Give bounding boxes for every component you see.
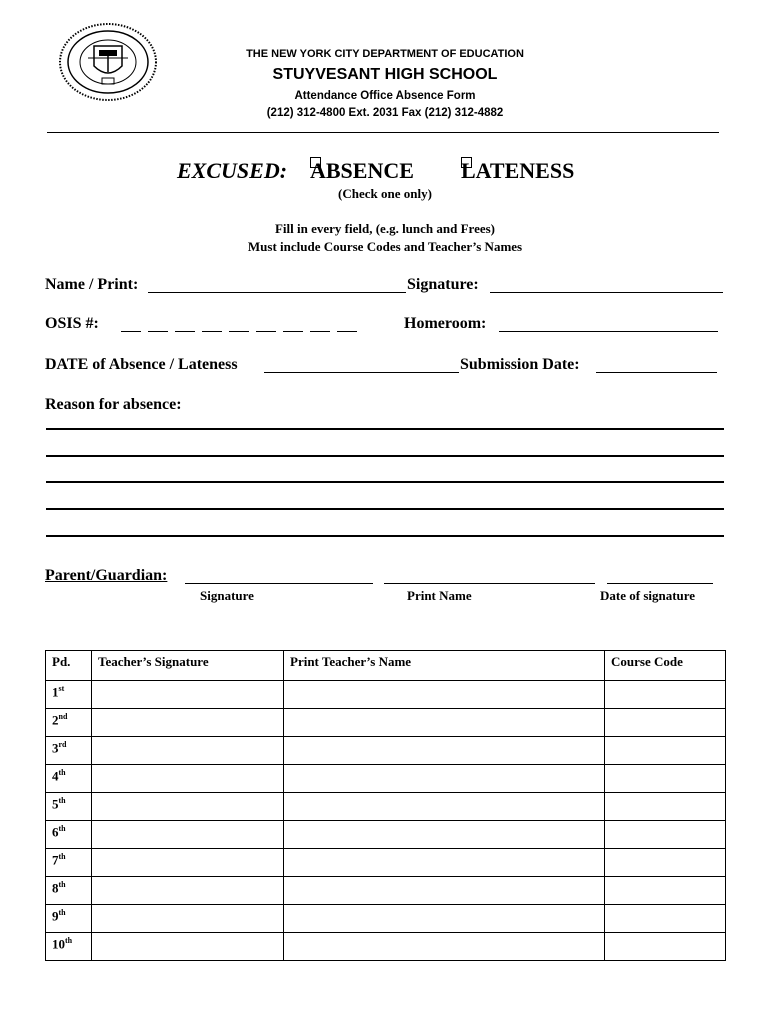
teacher-signature-cell[interactable] — [92, 933, 284, 961]
parent-guardian-label: Parent/Guardian: — [45, 567, 168, 584]
submission-date-label: Submission Date: — [460, 356, 580, 373]
course-code-cell[interactable] — [605, 849, 726, 877]
teacher-signature-cell[interactable] — [92, 877, 284, 905]
signature-field[interactable] — [490, 292, 723, 293]
period-cell: 1st — [46, 681, 92, 709]
parent-print-name-field[interactable] — [384, 583, 595, 584]
date-of-signature-caption: Date of signature — [600, 588, 696, 603]
homeroom-label: Homeroom: — [404, 315, 487, 332]
period-cell: 9th — [46, 905, 92, 933]
signature-label: Signature: — [407, 276, 479, 293]
period-cell: 7th — [46, 849, 92, 877]
teacher-signature-cell[interactable] — [92, 793, 284, 821]
homeroom-field[interactable] — [499, 331, 718, 332]
course-code-cell[interactable] — [605, 933, 726, 961]
teacher-signature-cell[interactable] — [92, 681, 284, 709]
signature-caption: Signature — [200, 588, 254, 603]
parent-date-field[interactable] — [607, 583, 713, 584]
table-row — [46, 709, 726, 737]
table-row — [46, 877, 726, 905]
reason-line[interactable] — [46, 455, 724, 457]
course-code-cell[interactable] — [605, 765, 726, 793]
course-code-cell[interactable] — [605, 793, 726, 821]
teacher-name-cell[interactable] — [284, 877, 605, 905]
date-label: DATE of Absence / Lateness — [45, 356, 238, 373]
teacher-signature-cell[interactable] — [92, 905, 284, 933]
instruction-line-1: Fill in every field, (e.g. lunch and Frees) — [274, 221, 496, 236]
table-row — [46, 821, 726, 849]
table-row — [46, 793, 726, 821]
reason-line[interactable] — [46, 481, 724, 483]
teacher-name-cell[interactable] — [284, 821, 605, 849]
teacher-signature-cell[interactable] — [92, 737, 284, 765]
excused-label: EXCUSED: — [177, 158, 288, 183]
contact-numbers: (212) 312-4800 Ext. 2031 Fax (212) 312-4882 — [266, 107, 504, 119]
table-row — [46, 905, 726, 933]
parent-signature-field[interactable] — [185, 583, 373, 584]
check-one-note: (Check one only) — [338, 186, 432, 201]
teacher-signature-cell[interactable] — [92, 709, 284, 737]
table-header-row — [46, 651, 726, 681]
reason-line[interactable] — [46, 508, 724, 510]
column-header-print-teacher-name: Print Teacher’s Name — [284, 651, 605, 681]
column-header-period: Pd. — [46, 651, 92, 681]
submission-date-field[interactable] — [596, 372, 717, 373]
period-cell: 8th — [46, 877, 92, 905]
teacher-name-cell[interactable] — [284, 737, 605, 765]
table-row — [46, 737, 726, 765]
absence-label: ABSENCE — [310, 158, 414, 183]
department-name: THE NEW YORK CITY DEPARTMENT OF EDUCATION — [246, 48, 524, 60]
period-cell: 10th — [46, 933, 92, 961]
reason-label: Reason for absence: — [45, 396, 182, 413]
form-title: Attendance Office Absence Form — [294, 90, 476, 102]
table-row — [46, 849, 726, 877]
instruction-line-2: Must include Course Codes and Teacher’s Names — [247, 239, 523, 254]
teacher-name-cell[interactable] — [284, 681, 605, 709]
print-name-caption: Print Name — [407, 588, 472, 603]
table-row — [46, 765, 726, 793]
column-header-teacher-signature: Teacher’s Signature — [92, 651, 284, 681]
teacher-signature-cell[interactable] — [92, 765, 284, 793]
table-row — [46, 933, 726, 961]
teacher-name-cell[interactable] — [284, 905, 605, 933]
teacher-name-cell[interactable] — [284, 849, 605, 877]
school-name: STUYVESANT HIGH SCHOOL — [272, 66, 498, 83]
teacher-name-cell[interactable] — [284, 933, 605, 961]
lateness-label: LATENESS — [461, 158, 575, 183]
column-header-course-code: Course Code — [605, 651, 726, 681]
teacher-name-cell[interactable] — [284, 765, 605, 793]
reason-line[interactable] — [46, 428, 724, 430]
teacher-signature-cell[interactable] — [92, 821, 284, 849]
name-field[interactable] — [148, 292, 406, 293]
course-code-cell[interactable] — [605, 709, 726, 737]
header-divider — [47, 132, 719, 133]
osis-label: OSIS #: — [45, 315, 99, 332]
period-cell: 3rd — [46, 737, 92, 765]
teacher-signature-cell[interactable] — [92, 849, 284, 877]
teacher-name-cell[interactable] — [284, 709, 605, 737]
period-cell: 5th — [46, 793, 92, 821]
teacher-signature-table — [45, 650, 726, 961]
name-label: Name / Print: — [45, 276, 139, 293]
course-code-cell[interactable] — [605, 821, 726, 849]
course-code-cell[interactable] — [605, 737, 726, 765]
date-field[interactable] — [264, 372, 459, 373]
course-code-cell[interactable] — [605, 681, 726, 709]
course-code-cell[interactable] — [605, 877, 726, 905]
course-code-cell[interactable] — [605, 905, 726, 933]
period-cell: 4th — [46, 765, 92, 793]
period-cell: 6th — [46, 821, 92, 849]
reason-line[interactable] — [46, 535, 724, 537]
teacher-name-cell[interactable] — [284, 793, 605, 821]
period-cell: 2nd — [46, 709, 92, 737]
table-row — [46, 681, 726, 709]
